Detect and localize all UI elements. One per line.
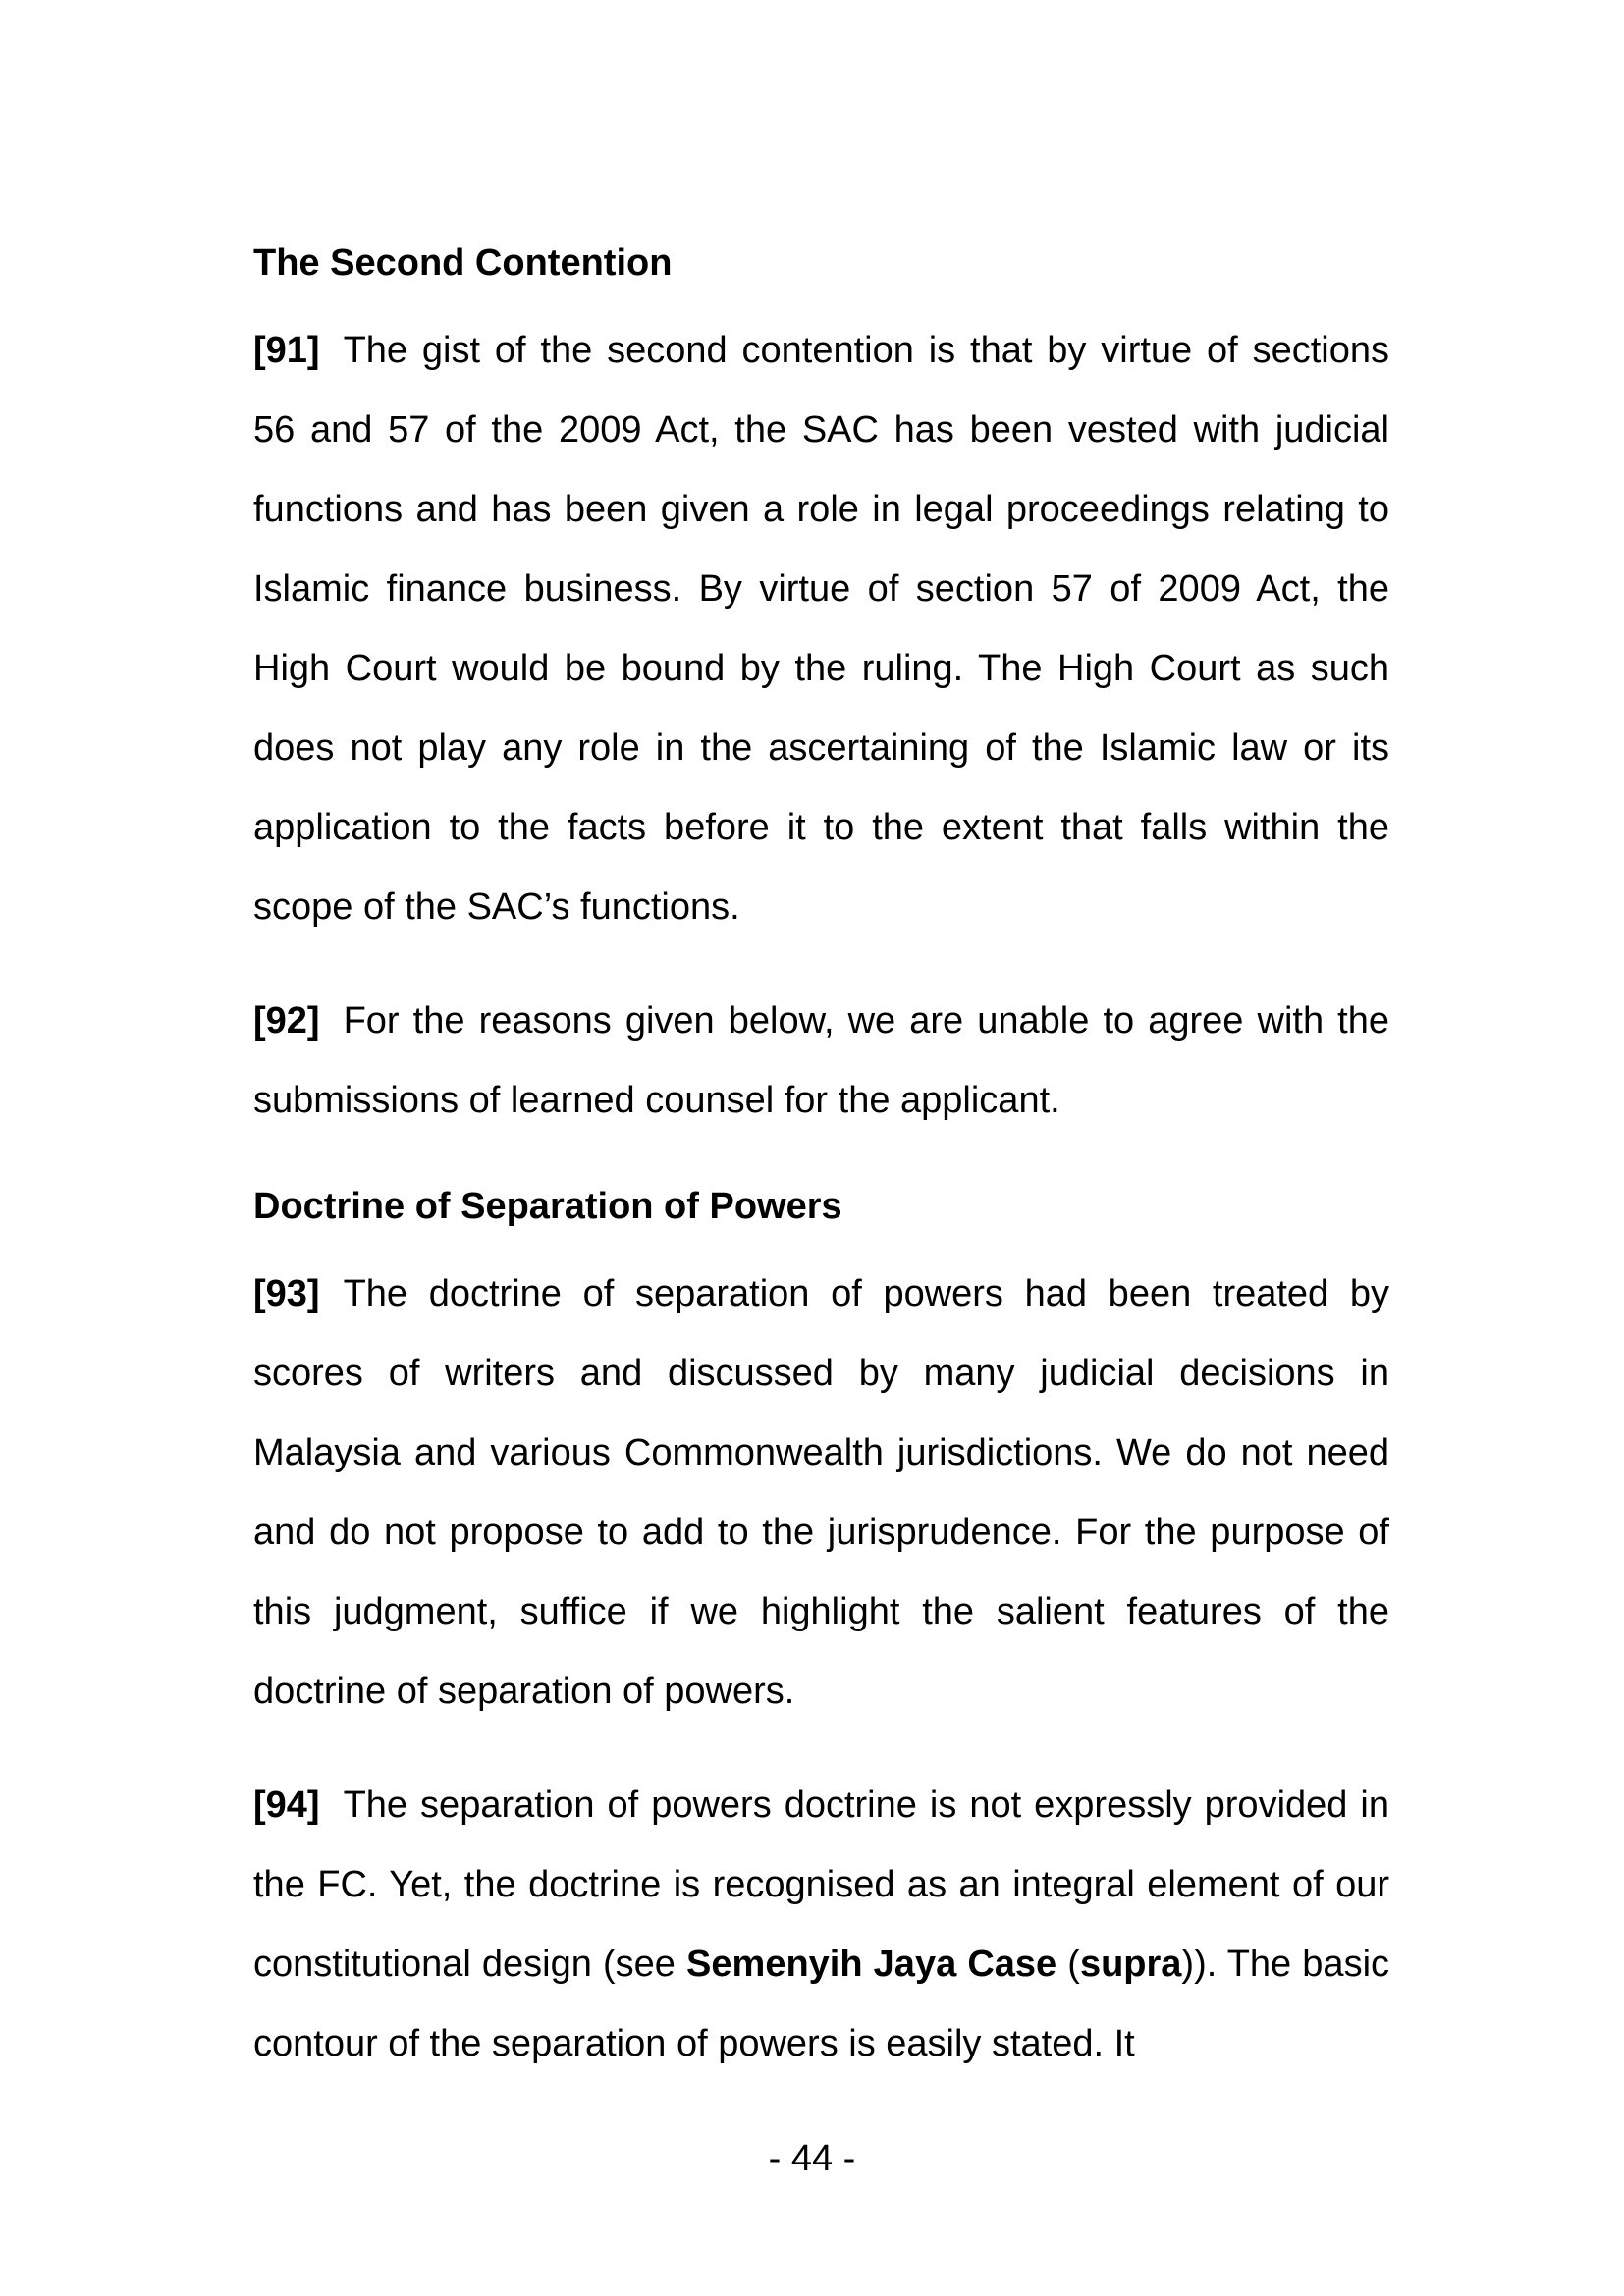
page-content [253,232,1389,2084]
paragraph-number: [92] [253,1000,320,1041]
paragraph-92 [253,982,1389,1141]
paragraph-number: [91] [253,330,320,371]
paragraph-text: The doctrine of separation of powers had been treated by scores of writers and discussed by many judicial decisions in Malaysia and various Commonwealth jurisdictions. We do not need and do not propose to add to the jurisprudence. For the purpose of this judgment, suffice if we highlight the salient features of the doctrine of separation of powers. [253,1273,1389,1712]
paragraph-number: [93] [253,1273,320,1314]
paragraph-93 [253,1255,1389,1732]
paragraph-text: The gist of the second contention is that by virtue of sections 56 and 57 of the 2009 Act, the SAC has been vested with judicial functions and has been given a role in legal proceedings relating to Islamic finance business. By virtue of section 57 of 2009 Act, the High Court would be bound by the ruling. The High Court as such does not play any role in the ascertaining of the Islamic law or its application to the facts before it to the extent that falls within the scope of the SAC’s functions. [253,330,1389,928]
page-number: - 44 - [768,2138,856,2179]
paragraph-91 [253,311,1389,947]
case-citation: Semenyih Jaya Case [686,1944,1057,1985]
paragraph-94 [253,1766,1389,2084]
paragraph-text: The separation of powers doctrine is not expressly provided in the FC. Yet, the doctrine is recognised as an integral element of our constitutional design (see [253,1785,1389,1985]
paragraph-number: [94] [253,1785,320,1826]
paragraph-text: For the reasons given below, we are unable to agree with the submissions of learned counsel for the applicant. [253,1000,1389,1121]
paragraph-text: )). The basic contour of the separation of powers is easily stated. It [253,1944,1390,2064]
section-heading-separation-of-powers: Doctrine of Separation of Powers [253,1186,842,1227]
paragraph-text: ( [1056,1944,1080,1985]
supra-reference: supra [1079,1944,1182,1985]
section-heading-second-contention: The Second Contention [253,242,673,284]
